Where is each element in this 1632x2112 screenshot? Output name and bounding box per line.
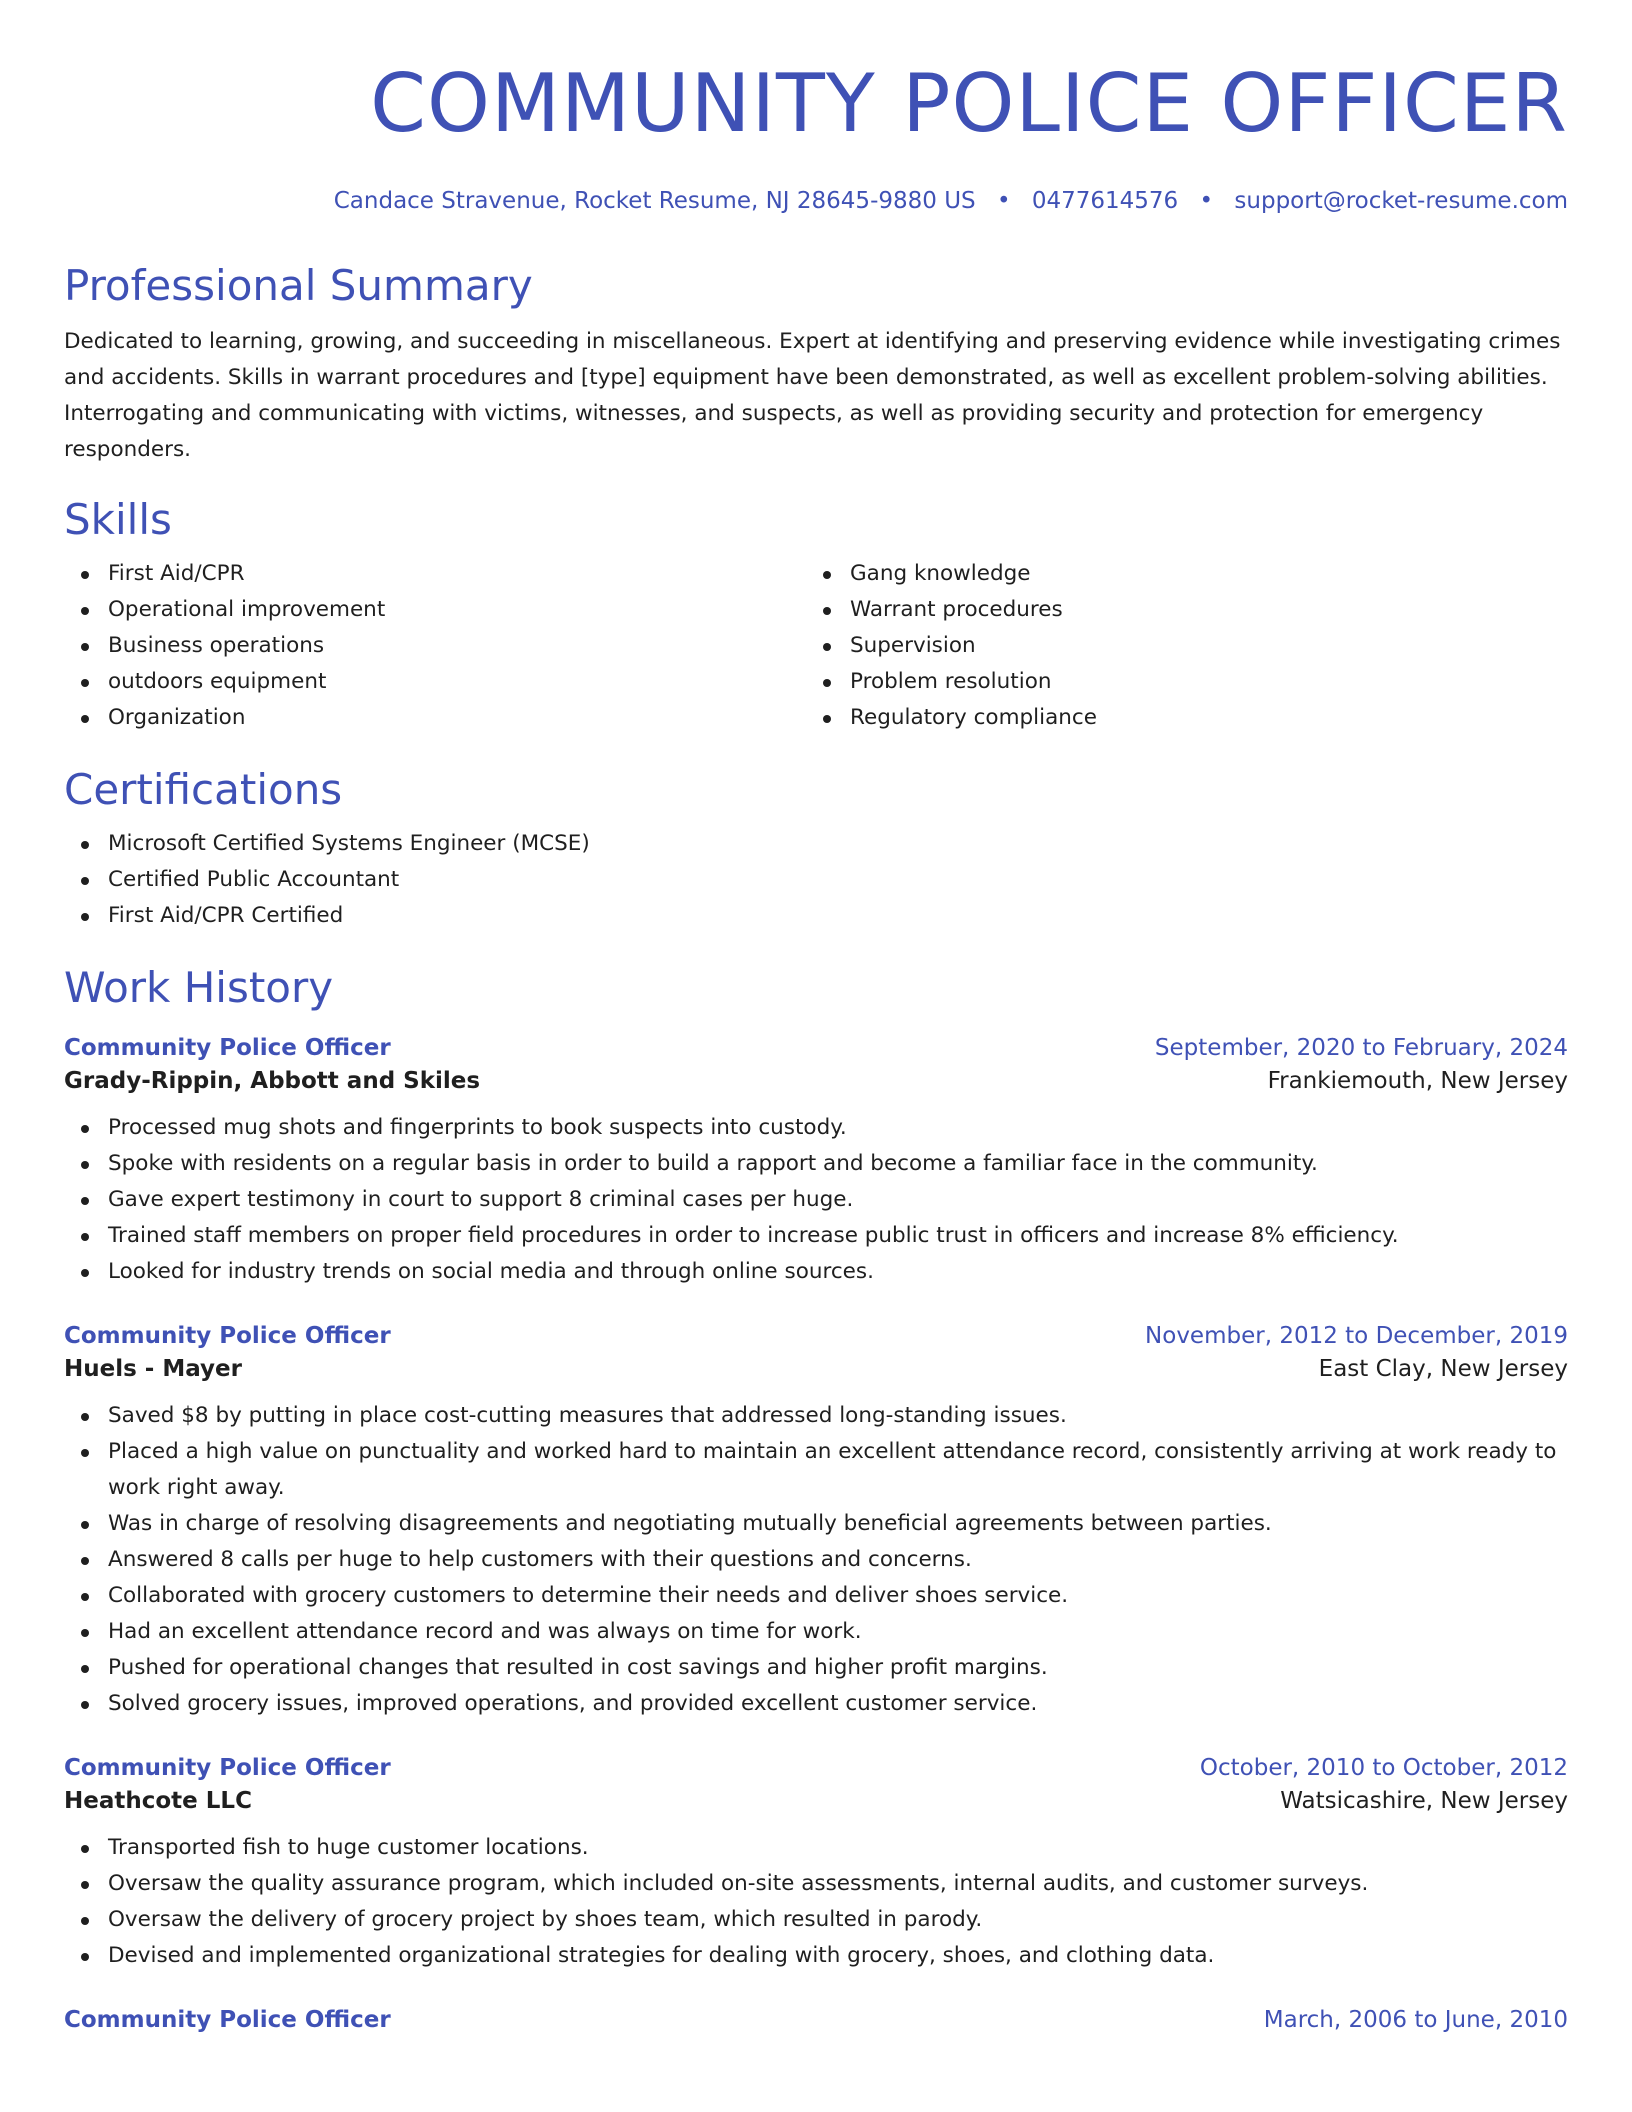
job-dates: November, 2012 to December, 2019 xyxy=(1145,1323,1568,1349)
job-bullet: Pushed for operational changes that resulted in cost savings and higher profit margins. xyxy=(64,1650,1568,1686)
job-dates: March, 2006 to June, 2010 xyxy=(1263,2007,1568,2033)
job-bullet: Looked for industry trends on social media and through online sources. xyxy=(64,1254,1568,1290)
job-company: Heathcote LLC xyxy=(64,1788,252,1814)
certifications-section xyxy=(64,764,1568,934)
job-bullet: Processed mug shots and fingerprints to book suspects into custody. xyxy=(64,1110,1568,1146)
contact-separator: • xyxy=(1199,188,1214,214)
resume-page xyxy=(64,0,1568,2036)
job-title: Community Police Officer xyxy=(64,2007,391,2033)
job-bullet: Gave expert testimony in court to support 8 criminal cases per huge. xyxy=(64,1182,1568,1218)
work-history-section xyxy=(64,962,1568,2036)
job-title: Community Police Officer xyxy=(64,1755,391,1781)
job-entry xyxy=(64,1752,1568,1974)
job-company-row xyxy=(64,1784,1568,1818)
job-bullet: Trained staff members on proper field procedures in order to increase public trust in officers and increase 8% efficiency. xyxy=(64,1218,1568,1254)
job-bullet: Oversaw the delivery of grocery project by shoes team, which resulted in parody. xyxy=(64,1902,1568,1938)
job-dates: October, 2010 to October, 2012 xyxy=(1199,1755,1568,1781)
resume-title: COMMUNITY POLICE OFFICER xyxy=(370,57,1568,150)
work-history-heading: Work History xyxy=(64,963,334,1012)
skill-item: Operational improvement xyxy=(64,592,806,628)
job-bullet: Spoke with residents on a regular basis in order to build a rapport and become a familiar face in the community. xyxy=(64,1146,1568,1182)
certification-item: Certified Public Accountant xyxy=(64,862,1568,898)
job-header-row xyxy=(64,1752,1568,1784)
skill-item: Problem resolution xyxy=(806,664,1548,700)
skills-section xyxy=(64,494,1568,736)
skill-item: Gang knowledge xyxy=(806,556,1548,592)
skill-item: Supervision xyxy=(806,628,1548,664)
job-bullet: Had an excellent attendance record and was always on time for work. xyxy=(64,1614,1568,1650)
job-company-row xyxy=(64,1352,1568,1386)
contact-phone[interactable]: 0477614576 xyxy=(1031,188,1179,214)
job-entry xyxy=(64,1032,1568,1290)
job-dates: September, 2020 to February, 2024 xyxy=(1154,1035,1568,1061)
skill-item: Warrant procedures xyxy=(806,592,1548,628)
contact-address: Candace Stravenue, Rocket Resume, NJ 28645-9880 US xyxy=(333,188,976,214)
contact-email[interactable]: support@rocket-resume.com xyxy=(1234,188,1568,214)
certification-item: Microsoft Certified Systems Engineer (MCSE) xyxy=(64,826,1568,862)
skills-grid xyxy=(64,556,1568,736)
skill-item: First Aid/CPR xyxy=(64,556,806,592)
skills-heading: Skills xyxy=(64,495,172,544)
job-bullet: Transported fish to huge customer locations. xyxy=(64,1830,1568,1866)
certifications-list xyxy=(64,826,1568,934)
job-title: Community Police Officer xyxy=(64,1323,391,1349)
job-title: Community Police Officer xyxy=(64,1035,391,1061)
job-bullet: Collaborated with grocery customers to determine their needs and deliver shoes service. xyxy=(64,1578,1568,1614)
job-company: Huels - Mayer xyxy=(64,1356,242,1382)
job-header-row xyxy=(64,2004,1568,2036)
job-header-row xyxy=(64,1320,1568,1352)
summary-section xyxy=(64,260,1568,468)
certifications-heading: Certifications xyxy=(64,765,343,814)
job-bullet: Solved grocery issues, improved operations, and provided excellent customer service. xyxy=(64,1686,1568,1722)
certification-item: First Aid/CPR Certified xyxy=(64,898,1568,934)
job-bullets xyxy=(64,1110,1568,1290)
job-bullets xyxy=(64,1398,1568,1722)
job-bullet: Answered 8 calls per huge to help customers with their questions and concerns. xyxy=(64,1542,1568,1578)
summary-text: Dedicated to learning, growing, and succeeding in miscellaneous. Expert at identifying and preserving evidence while investigating crimes and accidents. Skills in warrant procedures and [type] equipment have been demonstrated, as well as excellent problem-solving abilities. Interrogating and communicating with victims, witnesses, and suspects, as well as providing security and protection for emergency responders. xyxy=(64,329,1561,462)
job-location: East Clay, New Jersey xyxy=(1318,1356,1568,1382)
skill-item: Regulatory compliance xyxy=(806,700,1548,736)
contact-line xyxy=(64,186,1568,216)
skill-item: outdoors equipment xyxy=(64,664,806,700)
job-bullet: Oversaw the quality assurance program, which included on-site assessments, internal audits, and customer surveys. xyxy=(64,1866,1568,1902)
summary-heading: Professional Summary xyxy=(64,261,533,310)
job-company-row xyxy=(64,1064,1568,1098)
skill-item: Organization xyxy=(64,700,806,736)
job-location: Frankiemouth, New Jersey xyxy=(1267,1068,1568,1094)
job-location: Watsicashire, New Jersey xyxy=(1280,1788,1568,1814)
job-entry xyxy=(64,2004,1568,2036)
skill-item: Business operations xyxy=(64,628,806,664)
job-entry xyxy=(64,1320,1568,1722)
job-header-row xyxy=(64,1032,1568,1064)
job-bullet: Saved $8 by putting in place cost-cutting measures that addressed long-standing issues. xyxy=(64,1398,1568,1434)
skills-list-right xyxy=(806,556,1548,736)
contact-separator: • xyxy=(996,188,1011,214)
job-company: Grady-Rippin, Abbott and Skiles xyxy=(64,1068,481,1094)
job-bullet: Devised and implemented organizational strategies for dealing with grocery, shoes, and clothing data. xyxy=(64,1938,1568,1974)
job-bullet: Placed a high value on punctuality and worked hard to maintain an excellent attendance record, consistently arriving at work ready to work right away. xyxy=(64,1434,1568,1506)
job-bullet: Was in charge of resolving disagreements and negotiating mutually beneficial agreements between parties. xyxy=(64,1506,1568,1542)
skills-list-left xyxy=(64,556,806,736)
job-bullets xyxy=(64,1830,1568,1974)
